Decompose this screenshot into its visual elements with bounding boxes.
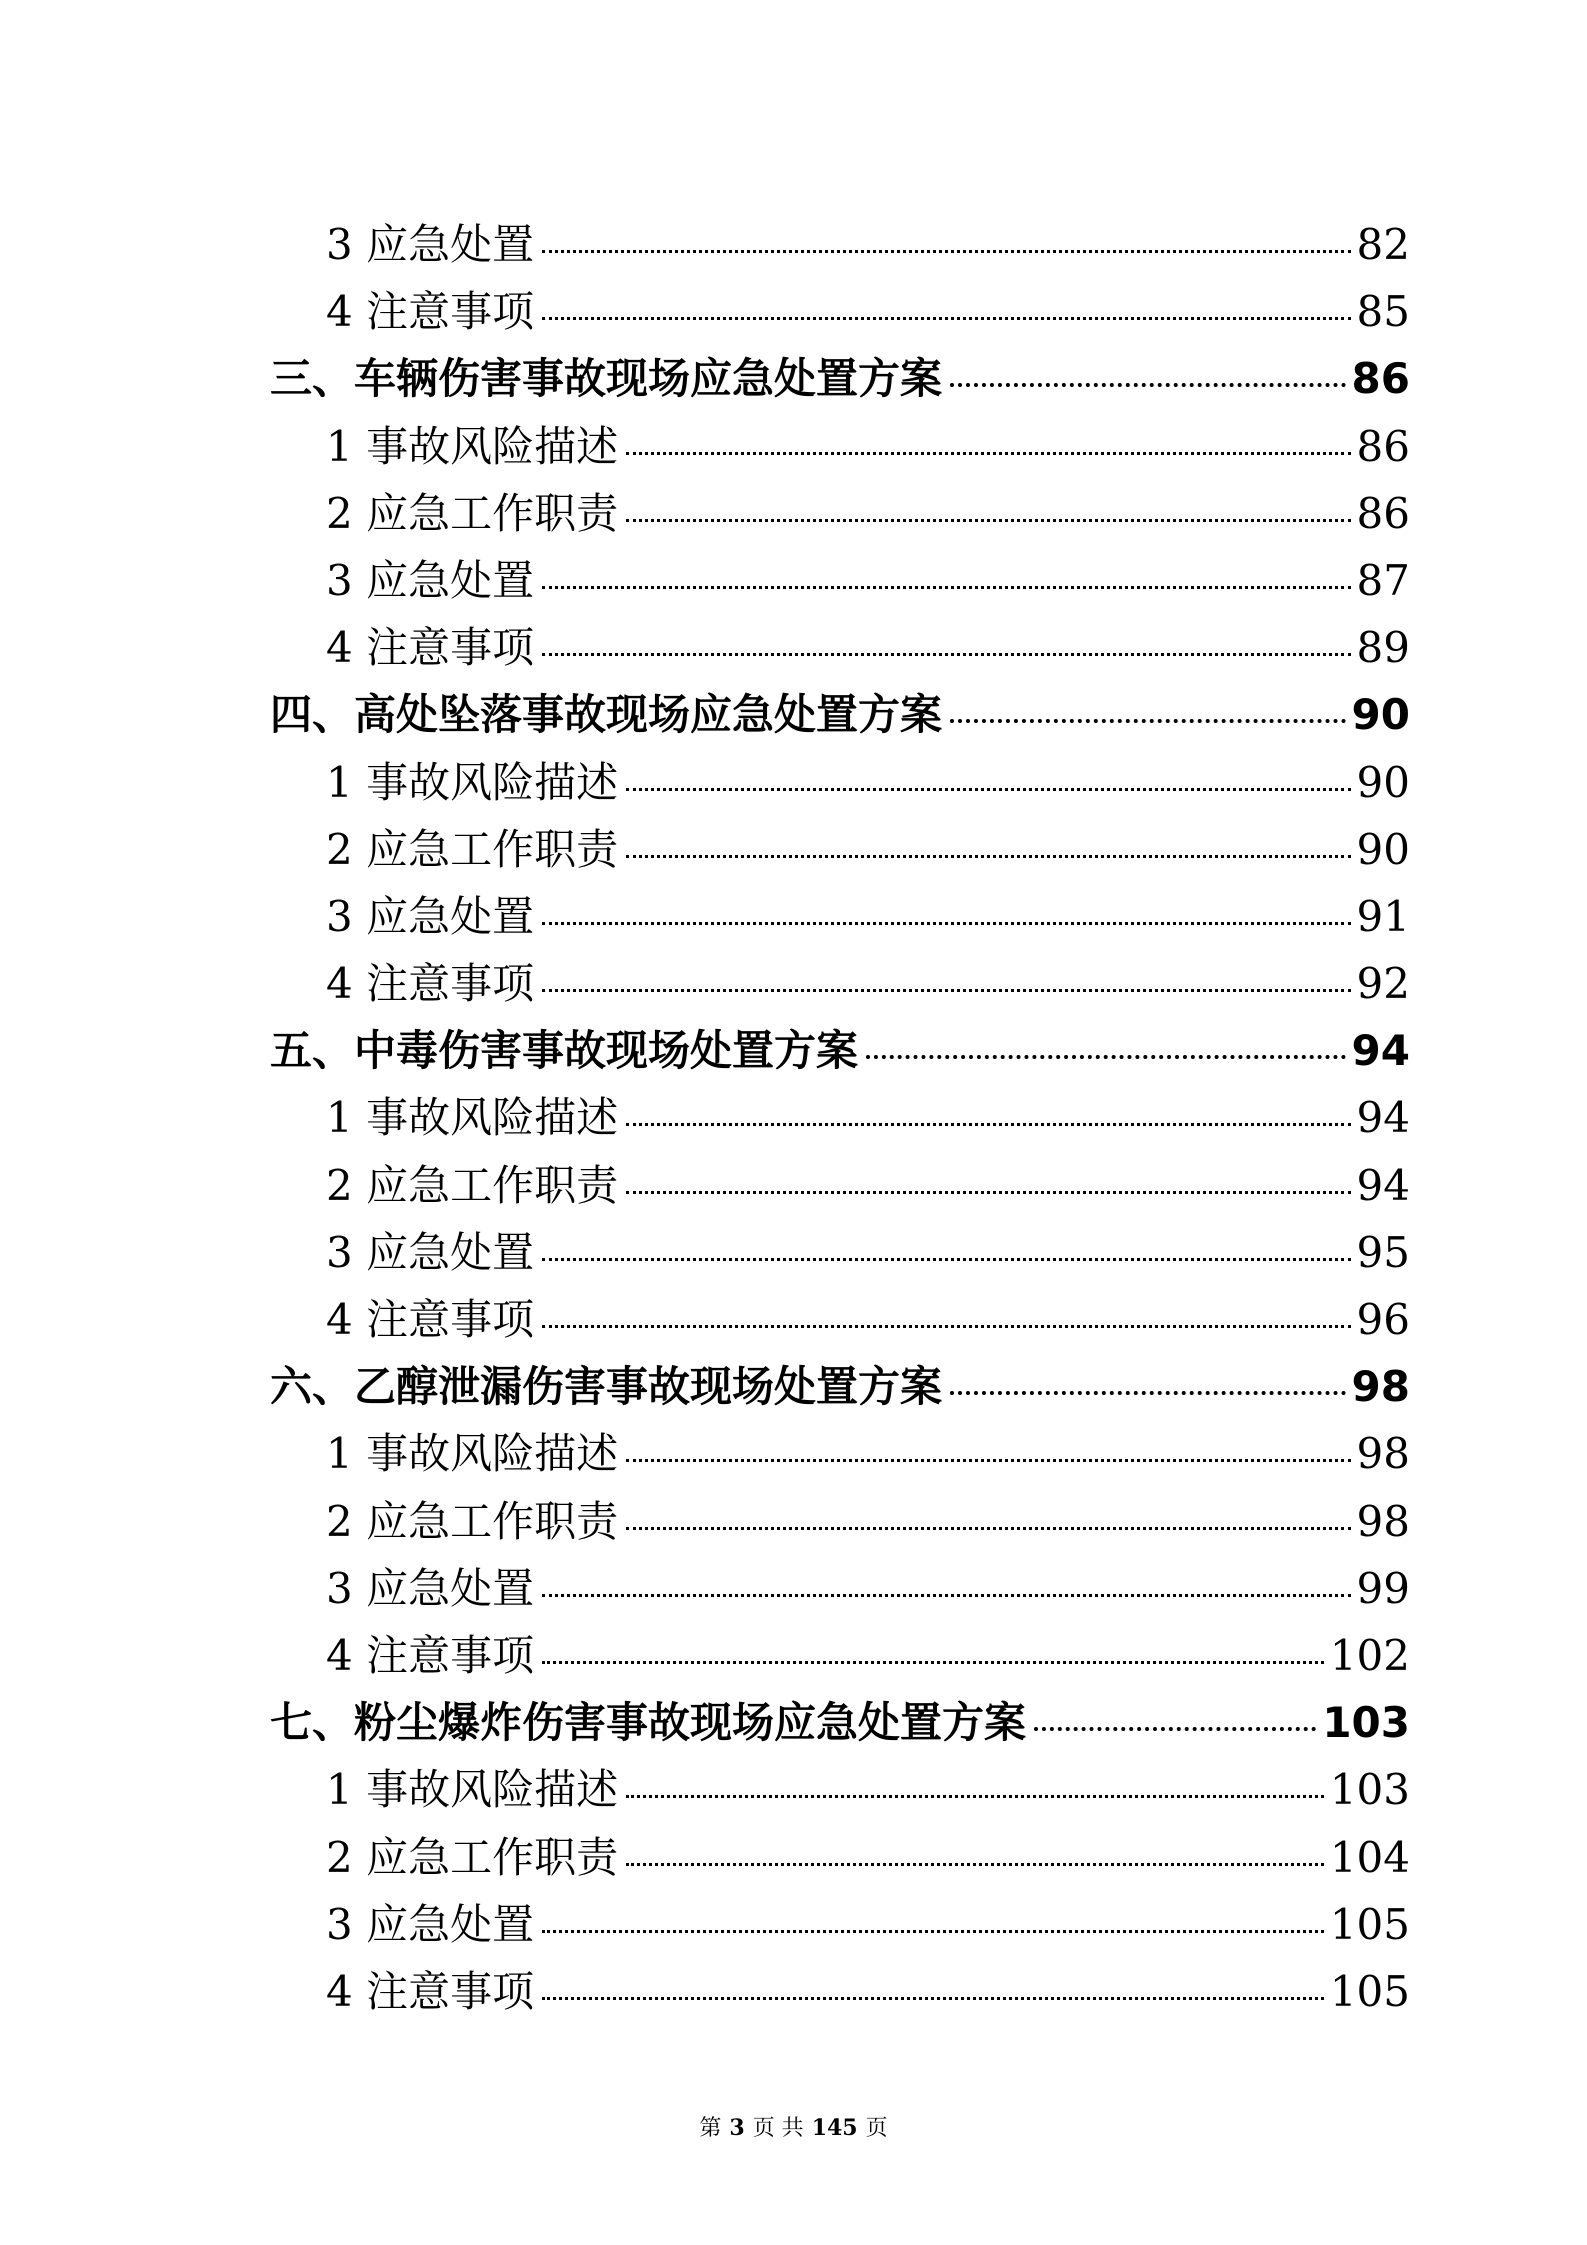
toc-entry-page-number: 103	[1322, 1698, 1410, 1748]
toc-entry-page-number: 94	[1351, 1026, 1410, 1076]
toc-dot-leader	[866, 1055, 1346, 1059]
toc-entry-title: 六、乙醇泄漏伤害事故现场处置方案	[270, 1362, 943, 1412]
toc-entry-page-number: 82	[1356, 220, 1410, 269]
toc-dot-leader	[542, 653, 1350, 656]
toc-entry-page-number: 90	[1351, 690, 1410, 740]
toc-subsection-entry[interactable]	[270, 616, 1410, 683]
toc-dot-leader	[542, 922, 1350, 925]
toc-subsection-entry[interactable]	[270, 1624, 1410, 1691]
toc-entry-title: 2 应急工作职责	[326, 1160, 619, 1210]
toc-subsection-entry[interactable]	[270, 885, 1410, 952]
toc-entry-page-number: 92	[1356, 959, 1410, 1009]
toc-entry-title: 1 事故风险描述	[326, 1429, 619, 1479]
toc-entry-page-number: 86	[1356, 488, 1410, 538]
toc-entry-page-number: 98	[1356, 1496, 1410, 1546]
toc-dot-leader	[626, 1123, 1350, 1126]
toc-entry-page-number: 89	[1356, 623, 1410, 673]
toc-dot-leader	[626, 1191, 1350, 1194]
toc-subsection-entry[interactable]	[270, 818, 1410, 885]
toc-dot-leader	[542, 586, 1350, 589]
toc-subsection-entry[interactable]	[270, 1221, 1410, 1288]
toc-dot-leader	[950, 719, 1346, 723]
toc-entry-page-number: 102	[1329, 1630, 1410, 1680]
toc-entry-title: 3 应急处置	[326, 1899, 535, 1949]
toc-dot-leader	[542, 1930, 1324, 1933]
toc-entry-title: 4 注意事项	[326, 287, 535, 337]
toc-subsection-entry[interactable]	[270, 1086, 1410, 1153]
toc-entry-title: 3 应急处置	[326, 1227, 535, 1277]
toc-entry-page-number: 94	[1356, 1093, 1410, 1143]
toc-entry-title: 3 应急处置	[326, 891, 535, 941]
footer-middle: 页 共	[752, 2116, 804, 2141]
toc-entry-title: 4 注意事项	[326, 623, 535, 673]
toc-entry-title: 七、粉尘爆炸伤害事故现场应急处置方案	[270, 1698, 1027, 1748]
toc-entry-title: 4 注意事项	[326, 959, 535, 1009]
toc-dot-leader	[626, 1863, 1324, 1866]
toc-entry-page-number: 95	[1356, 1227, 1410, 1277]
toc-entry-page-number: 98	[1356, 1429, 1410, 1479]
toc-subsection-entry[interactable]	[270, 1893, 1410, 1960]
toc-entry-title: 三、车辆伤害事故现场应急处置方案	[270, 354, 943, 404]
toc-subsection-entry[interactable]	[270, 952, 1410, 1019]
toc-dot-leader	[542, 989, 1350, 992]
table-of-contents	[270, 213, 1410, 2027]
toc-dot-leader	[1034, 1727, 1316, 1731]
toc-subsection-entry[interactable]	[270, 1490, 1410, 1557]
toc-subsection-entry[interactable]	[270, 482, 1410, 549]
toc-dot-leader	[950, 383, 1346, 387]
toc-entry-title: 4 注意事项	[326, 1966, 535, 2016]
toc-dot-leader	[542, 317, 1350, 320]
toc-dot-leader	[626, 452, 1350, 455]
toc-entry-page-number: 86	[1356, 421, 1410, 471]
toc-entry-page-number: 98	[1351, 1362, 1410, 1412]
toc-entry-title: 2 应急工作职责	[326, 1832, 619, 1882]
toc-subsection-entry[interactable]	[270, 1288, 1410, 1355]
toc-entry-title: 2 应急工作职责	[326, 488, 619, 538]
toc-dot-leader	[542, 1594, 1350, 1597]
toc-entry-page-number: 104	[1329, 1832, 1410, 1882]
toc-dot-leader	[950, 1391, 1346, 1395]
toc-entry-page-number: 105	[1329, 1899, 1410, 1949]
toc-dot-leader	[626, 855, 1350, 858]
toc-subsection-entry[interactable]	[270, 1960, 1410, 2027]
toc-entry-title: 四、高处坠落事故现场应急处置方案	[270, 690, 943, 740]
toc-entry-title: 1 事故风险描述	[326, 1765, 619, 1815]
toc-entry-title: 3 应急处置	[326, 220, 535, 269]
toc-entry-page-number: 87	[1356, 555, 1410, 605]
toc-dot-leader	[542, 1661, 1324, 1664]
toc-subsection-entry[interactable]	[270, 751, 1410, 818]
toc-subsection-entry[interactable]	[270, 415, 1410, 482]
toc-entry-title: 3 应急处置	[326, 1563, 535, 1613]
toc-entry-page-number: 99	[1356, 1563, 1410, 1613]
toc-dot-leader	[626, 1459, 1350, 1462]
toc-subsection-entry[interactable]	[270, 549, 1410, 616]
toc-section-entry[interactable]	[270, 683, 1410, 750]
footer-prefix: 第	[699, 2116, 722, 2141]
toc-entry-page-number: 94	[1356, 1160, 1410, 1210]
toc-entry-page-number: 90	[1356, 757, 1410, 807]
footer-total-pages: 145	[811, 2115, 858, 2141]
toc-entry-page-number: 105	[1329, 1966, 1410, 2016]
toc-entry-title: 4 注意事项	[326, 1295, 535, 1344]
toc-subsection-entry[interactable]	[270, 213, 1410, 280]
toc-entry-title: 4 注意事项	[326, 1630, 535, 1680]
toc-entry-title: 五、中毒伤害事故现场处置方案	[270, 1026, 859, 1076]
toc-entry-page-number: 96	[1356, 1295, 1410, 1344]
toc-subsection-entry[interactable]	[270, 280, 1410, 347]
toc-dot-leader	[542, 250, 1350, 253]
toc-entry-title: 1 事故风险描述	[326, 421, 619, 471]
toc-entry-title: 2 应急工作职责	[326, 824, 619, 874]
page-footer	[0, 2111, 1587, 2142]
toc-entry-page-number: 91	[1356, 891, 1410, 941]
toc-entry-title: 2 应急工作职责	[326, 1496, 619, 1546]
toc-dot-leader	[626, 788, 1350, 791]
toc-subsection-entry[interactable]	[270, 1758, 1410, 1825]
toc-entry-title: 1 事故风险描述	[326, 757, 619, 807]
footer-suffix: 页	[865, 2116, 888, 2141]
toc-dot-leader	[542, 1325, 1350, 1328]
toc-dot-leader	[542, 1997, 1324, 2000]
toc-entry-title: 1 事故风险描述	[326, 1093, 619, 1143]
toc-section-entry[interactable]	[270, 347, 1410, 414]
toc-subsection-entry[interactable]	[270, 1422, 1410, 1489]
toc-entry-page-number: 90	[1356, 824, 1410, 874]
toc-dot-leader	[626, 1527, 1350, 1530]
toc-entry-page-number: 103	[1329, 1765, 1410, 1815]
toc-subsection-entry[interactable]	[270, 1557, 1410, 1624]
toc-subsection-entry[interactable]	[270, 1154, 1410, 1221]
toc-section-entry[interactable]	[270, 1355, 1410, 1422]
toc-entry-title: 3 应急处置	[326, 555, 535, 605]
toc-dot-leader	[626, 519, 1350, 522]
toc-section-entry[interactable]	[270, 1691, 1410, 1758]
toc-section-entry[interactable]	[270, 1019, 1410, 1086]
toc-entry-page-number: 85	[1356, 287, 1410, 337]
footer-current-page: 3	[729, 2115, 745, 2141]
toc-entry-page-number: 86	[1351, 354, 1410, 404]
toc-dot-leader	[626, 1795, 1324, 1798]
toc-dot-leader	[542, 1258, 1350, 1261]
toc-subsection-entry[interactable]	[270, 1826, 1410, 1893]
